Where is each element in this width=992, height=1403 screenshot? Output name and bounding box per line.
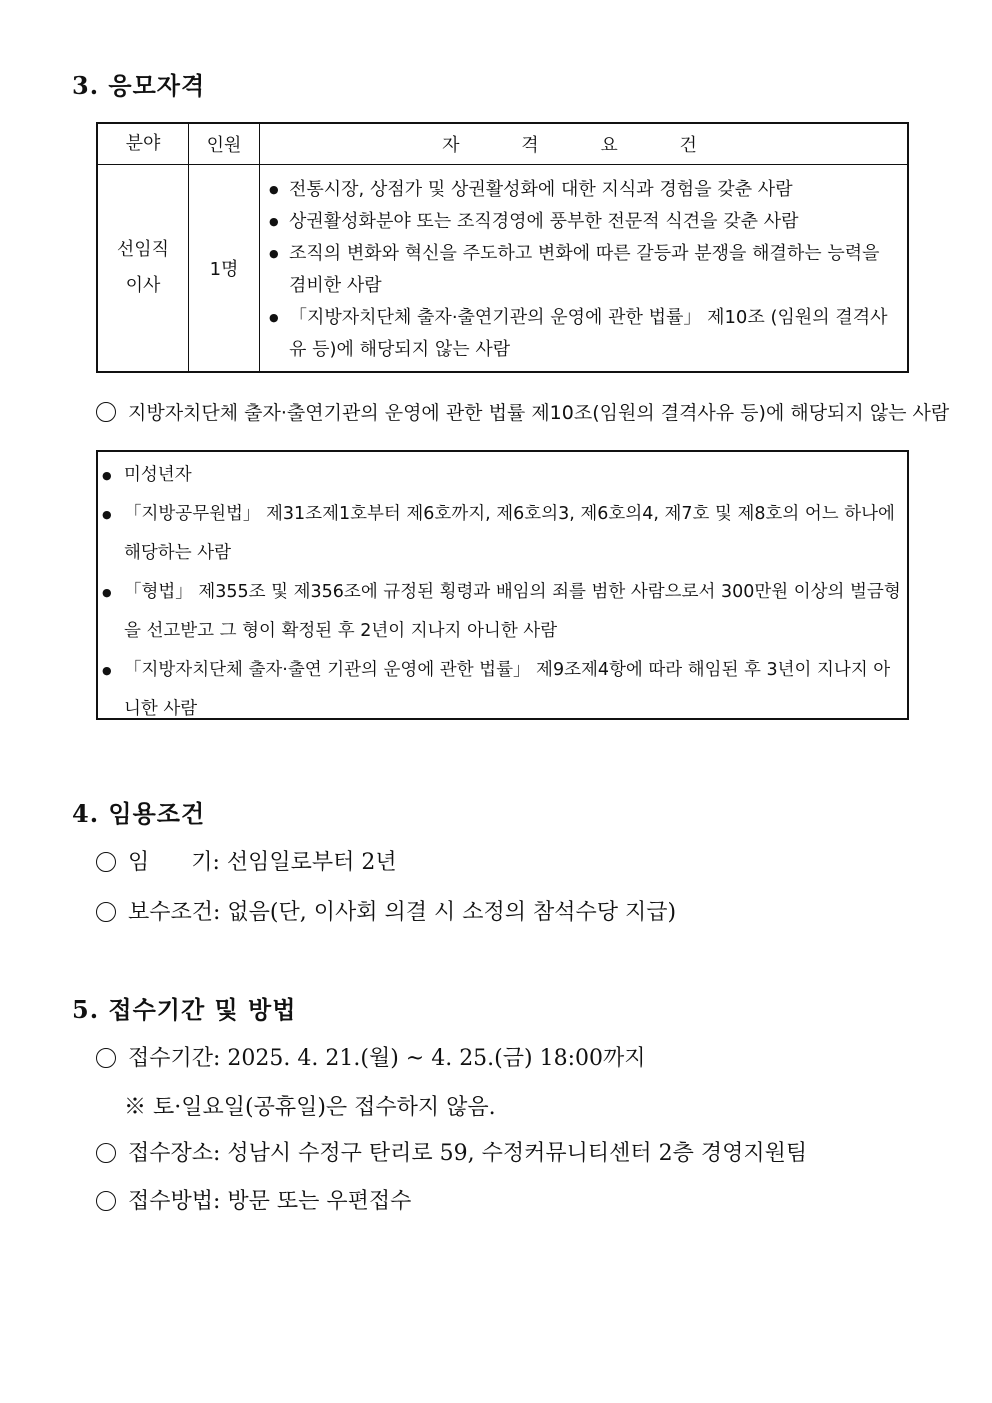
- weekend-note: ※ 토·일요일(공휴일)은 접수하지 않음.: [124, 1095, 496, 1120]
- cell-requirements: [260, 165, 909, 373]
- list-item: ● 「지방공무원법」 제31조제1호부터 제6호까지, 제6호의3, 제6호의4, 제7호 및 제8호의 어느 하나에 해당하는 사람: [102, 495, 903, 573]
- list-item: ● 「지방자치단체 출자·출연 기관의 운영에 관한 법률」 제9조제4항에 따라 해임된 후 3년이 지나지 아니한 사람: [102, 651, 903, 729]
- disqualification-list: [102, 456, 903, 729]
- qualification-table: [96, 122, 909, 373]
- disqualification-box: [96, 450, 909, 720]
- header-count: 인원: [189, 123, 260, 165]
- section5-title: 5. 접수기간 및 방법: [72, 995, 297, 1024]
- list-item: ● 미성년자: [102, 456, 903, 495]
- period-label: 접수기간:: [128, 1046, 221, 1071]
- disqualification-intro: [96, 398, 949, 425]
- circle-bullet-icon: [96, 1191, 116, 1211]
- term-line: [96, 845, 397, 876]
- section4-title: 4. 임용조건: [72, 799, 206, 828]
- cell-count: 1명: [189, 165, 260, 373]
- circle-bullet-icon: [96, 1048, 116, 1068]
- header-requirements: 자 격 요 건: [260, 123, 909, 165]
- requirement-item: ● 조직의 변화와 혁신을 주도하고 변화에 따른 갈등과 분쟁을 해결하는 능력을 겸비한 사람: [269, 238, 900, 302]
- list-item: ● 「형법」 제355조 및 제356조에 규정된 횡령과 배임의 죄를 범한 사람으로서 300만원 이상의 벌금형을 선고받고 그 형이 확정된 후 2년이 지나지 아니한 사람: [102, 573, 903, 651]
- pay-value: 없음(단, 이사회 의결 시 소정의 참석수당 지급): [227, 900, 677, 925]
- pay-label: 보수조건:: [128, 900, 221, 925]
- period-value: 2025. 4. 21.(월) ~ 4. 25.(금) 18:00까지: [227, 1046, 646, 1071]
- circle-bullet-icon: [96, 902, 116, 922]
- term-value: 선임일로부터 2년: [226, 850, 397, 875]
- term-label: 임 기:: [128, 850, 220, 875]
- requirements-list: [261, 166, 906, 370]
- requirement-item: ● 전통시장, 상점가 및 상권활성화에 대한 지식과 경험을 갖춘 사람: [269, 174, 900, 206]
- requirement-item: ● 상권활성화분야 또는 조직경영에 풍부한 전문적 식견을 갖춘 사람: [269, 206, 900, 238]
- method-value: 방문 또는 우편접수: [227, 1189, 412, 1214]
- disqualification-intro-text: 지방자치단체 출자·출연기관의 운영에 관한 법률 제10조(임원의 결격사유 등)에 해당되지 않는 사람: [128, 402, 950, 424]
- place-value: 성남시 수정구 탄리로 59, 수정커뮤니티센터 2층 경영지원팀: [227, 1141, 808, 1166]
- section3-title: 3. 응모자격: [72, 71, 206, 100]
- circle-bullet-icon: [96, 852, 116, 872]
- table-row: [97, 165, 908, 373]
- method-line: [96, 1184, 411, 1215]
- place-label: 접수장소:: [128, 1141, 221, 1166]
- header-field: 분야: [97, 123, 189, 165]
- table-header-row: [97, 123, 908, 165]
- method-label: 접수방법:: [128, 1189, 221, 1214]
- place-line: [96, 1136, 807, 1167]
- circle-bullet-icon: [96, 1143, 116, 1163]
- pay-line: [96, 895, 676, 926]
- period-line: [96, 1041, 646, 1072]
- circle-bullet-icon: [96, 402, 116, 422]
- requirement-item: ● 「지방자치단체 출자·출연기관의 운영에 관한 법률」 제10조 (임원의 결격사유 등)에 해당되지 않는 사람: [269, 302, 900, 366]
- cell-field: 선임직 이사: [97, 165, 189, 373]
